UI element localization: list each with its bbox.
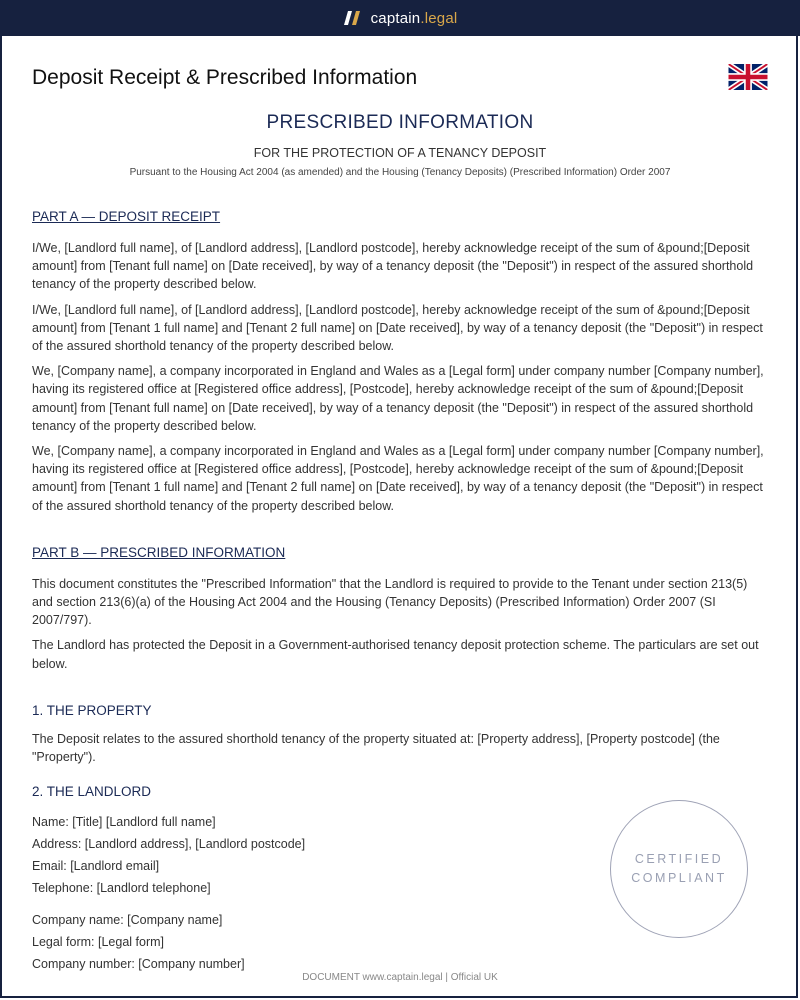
property-text: The Deposit relates to the assured shorthold tenancy of the property situated at: [Property address], [Property postcode] (the "Property"). xyxy=(32,731,720,765)
company-number: Company number: [Company number] xyxy=(32,957,245,972)
top-bar xyxy=(0,0,800,36)
captain-logo-icon xyxy=(343,10,363,26)
seal-line-1: CERTIFIED xyxy=(634,852,724,866)
brand-name: captain xyxy=(370,9,421,27)
landlord-name: Name: [Title] [Landlord full name] xyxy=(32,815,216,830)
brand-logo[interactable] xyxy=(343,10,458,27)
landlord-address: Address: [Landlord address], [Landlord postcode] xyxy=(32,837,306,852)
part-a-paragraph: We, [Company name], a company incorporated in England and Wales as a [Legal form] under company number [Company number], having its registered office at [Registered office address], [Postcode], hereby acknowledge receipt of the sum of &pound;[Deposit amount] from [Tenant full name] on [Date received], by way of a tenancy deposit (the "Deposit") in respect of the assured shorthold tenancy of the property described below. xyxy=(32,364,764,433)
certified-compliant-seal xyxy=(610,800,748,938)
sub-heading: FOR THE PROTECTION OF A TENANCY DEPOSIT xyxy=(253,146,547,160)
company-legal-form: Legal form: [Legal form] xyxy=(32,935,165,950)
brand-domain: .legal xyxy=(420,9,458,27)
property-heading: 1. THE PROPERTY xyxy=(32,702,152,718)
part-b-heading: PART B — PRESCRIBED INFORMATION xyxy=(32,544,286,560)
part-b-paragraph: This document constitutes the "Prescribed Information" that the Landlord is required to provide to the Tenant under section 213(5) and section 213(6)(a) of the Housing Act 2004 and the Housing (Tenancy Deposits) (Prescribed Information) Order 2007 (SI 2007/797). xyxy=(32,576,748,628)
landlord-telephone: Telephone: [Landlord telephone] xyxy=(32,881,211,896)
landlord-email: Email: [Landlord email] xyxy=(32,859,160,874)
company-name: Company name: [Company name] xyxy=(32,913,223,928)
seal-line-2: COMPLIANT xyxy=(631,871,727,885)
legal-reference: Pursuant to the Housing Act 2004 (as amended) and the Housing (Tenancy Deposits) (Prescribed Information) Order 2007 xyxy=(129,167,671,178)
part-a-paragraph: I/We, [Landlord full name], of [Landlord address], [Landlord postcode], hereby acknowledge receipt of the sum of &pound;[Deposit amount] from [Tenant full name] on [Date received], by way of a tenancy deposit (the "Deposit") in respect of the assured shorthold tenancy of the property described below. xyxy=(32,241,754,292)
uk-flag-icon xyxy=(728,64,768,90)
main-heading: PRESCRIBED INFORMATION xyxy=(266,112,534,133)
landlord-heading: 2. THE LANDLORD xyxy=(32,784,152,800)
part-a-heading: PART A — DEPOSIT RECEIPT xyxy=(32,209,221,224)
footer-text: DOCUMENT www.captain.legal | Official UK xyxy=(302,972,498,983)
part-a-paragraph: We, [Company name], a company incorporated in England and Wales as a [Legal form] under company number [Company number], having its registered office at [Registered office address], [Postcode], hereby acknowledge receipt of the sum of &pound;[Deposit amount] from [Tenant 1 full name] and [Tenant 2 full name] on [Date received], by way of a tenancy deposit (the "Deposit") in respect of the assured shorthold tenancy of the property described below. xyxy=(32,444,764,513)
document-title: Deposit Receipt & Prescribed Information xyxy=(32,66,418,89)
part-a-paragraph: I/We, [Landlord full name], of [Landlord address], [Landlord postcode], hereby acknowledge receipt of the sum of &pound;[Deposit amount] from [Tenant 1 full name] and [Tenant 2 full name] on [Date received], by way of a tenancy deposit (the "Deposit") in respect of the assured shorthold tenancy of the property described below. xyxy=(32,302,763,354)
part-b-paragraph: The Landlord has protected the Deposit in a Government-authorised tenancy deposit protection scheme. The particulars are set out below. xyxy=(32,638,759,671)
